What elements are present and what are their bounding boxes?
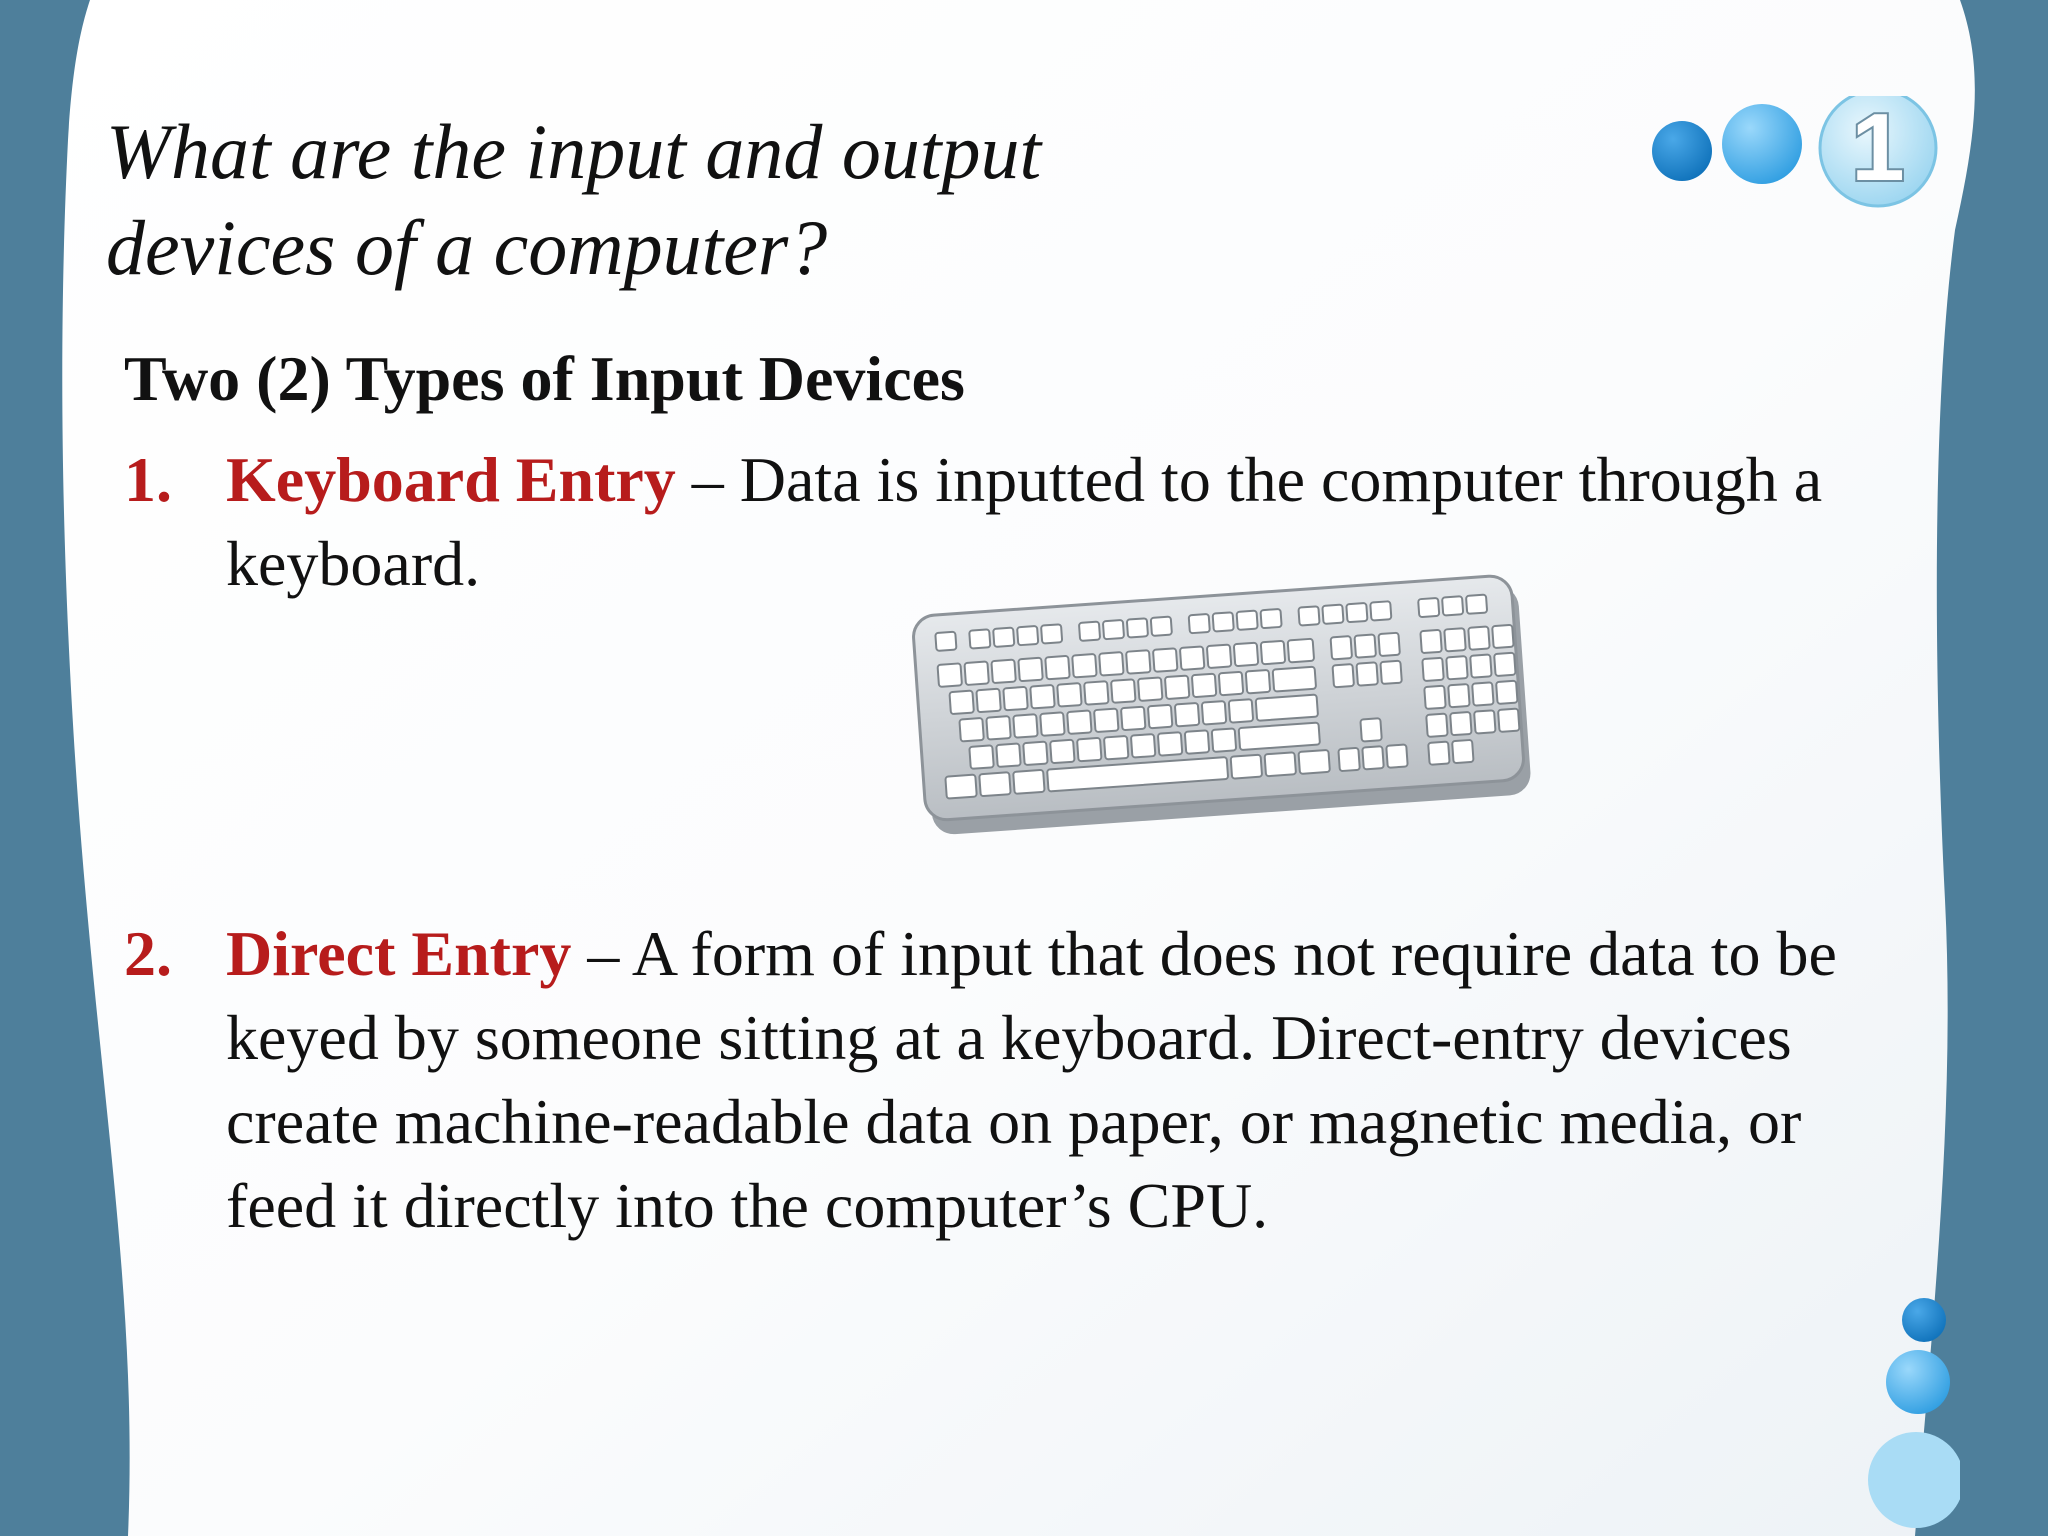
keyboard-key (1492, 625, 1513, 648)
keyboard-key (969, 629, 990, 648)
keyboard-key (1265, 752, 1296, 776)
keyboard-key (1386, 744, 1407, 767)
keyboard-key (1256, 695, 1318, 721)
section-number: 1 (1851, 96, 1905, 201)
keyboard-key (1380, 661, 1401, 684)
keyboard-key (1185, 730, 1209, 754)
keyboard-key (1444, 628, 1465, 651)
keyboard-key (1446, 656, 1467, 679)
keyboard-key (979, 772, 1010, 796)
keyboard-key (1322, 605, 1343, 624)
keyboard-illustration (905, 565, 1545, 845)
keyboard-key (1474, 710, 1495, 733)
keyboard-key (1153, 648, 1177, 672)
keyboard-key (1219, 672, 1243, 696)
keyboard-key (1104, 736, 1128, 760)
keyboard-key (1468, 626, 1489, 649)
keyboard-key (1422, 658, 1443, 681)
keyboard-key (1298, 750, 1329, 774)
keyboard-key (1442, 596, 1463, 615)
keyboard-key (1246, 670, 1270, 694)
keyboard-key (1202, 701, 1226, 725)
keyboard-key (1420, 630, 1441, 653)
keyboard-key (1237, 611, 1258, 630)
decorative-dot (1868, 1432, 1960, 1528)
keyboard-key (1067, 710, 1091, 734)
keyboard-key (1273, 667, 1316, 692)
keyboard-key (964, 661, 988, 685)
dash: – (571, 918, 632, 989)
keyboard-key (945, 775, 976, 799)
keyboard-key (1331, 636, 1352, 659)
keyboard-key (1338, 748, 1359, 771)
keyboard-key (1013, 714, 1037, 738)
keyboard-key (1040, 712, 1064, 736)
keyboard-key (1356, 662, 1377, 685)
keyboard-key (1288, 639, 1314, 663)
keyboard-key (1466, 595, 1487, 614)
keyboard-key (1428, 742, 1449, 765)
subheading: Two (2) Types of Input Devices (124, 343, 965, 414)
keyboard-key (1131, 734, 1155, 758)
keyboard-key (1426, 714, 1447, 737)
keyboard-key (1261, 641, 1285, 665)
keyboard-key (1207, 645, 1231, 669)
keyboard-key (938, 663, 962, 687)
keyboard-key (1362, 746, 1383, 769)
keyboard-key (969, 745, 993, 769)
keyboard-key (996, 743, 1020, 767)
description-keyboard-entry: Data is inputted to the computer through a keyboard. (226, 444, 1823, 599)
keyboard-key (1084, 681, 1108, 705)
keyboard-key (1045, 656, 1069, 680)
decorative-dot-light (1722, 104, 1802, 184)
keyboard-key (1452, 740, 1473, 763)
keyboard-key (949, 691, 973, 715)
keyboard-key (1298, 606, 1319, 625)
keyboard-key (1023, 742, 1047, 766)
keyboard-key (1450, 712, 1471, 735)
keyboard-key (1003, 687, 1027, 711)
keyboard-key (935, 632, 956, 651)
keyboard-key (1099, 652, 1123, 676)
keyboard-key (1470, 654, 1491, 677)
keyboard-key (1013, 770, 1044, 794)
keyboard-key (1050, 740, 1074, 764)
keyboard-key (1346, 603, 1367, 622)
keyboard-key (976, 689, 1000, 713)
keyboard-key (1332, 664, 1353, 687)
keyboard-key (1234, 643, 1258, 667)
keyboard-key (991, 660, 1015, 684)
keyboard-key (1180, 646, 1204, 670)
decorative-dot-dark (1652, 121, 1712, 181)
list-item-direct-entry (124, 912, 1904, 1248)
term-keyboard-entry: Keyboard Entry (226, 444, 676, 515)
keyboard-key (1192, 674, 1216, 698)
keyboard-key (1121, 707, 1145, 731)
keyboard-key (1138, 677, 1162, 701)
decorative-dot (1886, 1350, 1950, 1414)
keyboard-key (1354, 634, 1375, 657)
keyboard-key (959, 718, 983, 742)
keyboard-key (1017, 626, 1038, 645)
keyboard-key (1494, 653, 1515, 676)
title-line-2: devices of a computer? (106, 204, 828, 291)
keyboard-key (1094, 709, 1118, 733)
keyboard-key (986, 716, 1010, 740)
keyboard-key (1260, 609, 1281, 628)
keyboard-key (1229, 699, 1253, 723)
keyboard-key (1498, 709, 1519, 732)
keyboard-key (1148, 705, 1172, 729)
keyboard-key (1360, 718, 1381, 741)
keyboard-key (1103, 620, 1124, 639)
keyboard-key (1111, 679, 1135, 703)
dash: – (675, 444, 740, 515)
keyboard-key (1072, 654, 1096, 678)
decorative-dot (1902, 1298, 1946, 1342)
keyboard-key (1030, 685, 1054, 709)
keyboard-key (1175, 703, 1199, 727)
list-number: 1. (124, 444, 172, 515)
keyboard-key (1239, 723, 1320, 751)
keyboard-key (1370, 601, 1391, 620)
keyboard-key (1231, 755, 1262, 779)
title-line-1: What are the input and output (106, 108, 1042, 195)
keyboard-key (1378, 633, 1399, 656)
keyboard-key (1127, 618, 1148, 637)
slide-title (106, 104, 1206, 296)
keyboard-key (1418, 598, 1439, 617)
keyboard-key (1057, 683, 1081, 707)
term-direct-entry: Direct Entry (226, 918, 572, 989)
keyboard-key (1079, 622, 1100, 641)
keyboard-key (1018, 658, 1042, 682)
keyboard-key (1189, 614, 1210, 633)
keyboard-key (1472, 682, 1493, 705)
keyboard-key (993, 628, 1014, 647)
keyboard-key (1212, 728, 1236, 752)
keyboard-key (1041, 624, 1062, 643)
keyboard-key (1158, 732, 1182, 756)
keyboard-key (1165, 676, 1189, 700)
side-decorative-dots (1860, 1290, 1960, 1536)
keyboard-key (1424, 686, 1445, 709)
keyboard-key (1213, 612, 1234, 631)
keyboard-key (1126, 650, 1150, 674)
keyboard-key (1496, 681, 1517, 704)
list-number: 2. (124, 918, 172, 989)
keyboard-key (1151, 617, 1172, 636)
description-direct-entry: A form of input that does not require data to be keyed by someone sitting at a keyboard. Direct-entry devices create machine-readable data on paper, or magnetic media, or feed it directly into the computer’s CPU. (226, 918, 1837, 1241)
section-badge-dots (1640, 96, 1960, 226)
keyboard-key (1077, 738, 1101, 762)
keyboard-key (1448, 684, 1469, 707)
